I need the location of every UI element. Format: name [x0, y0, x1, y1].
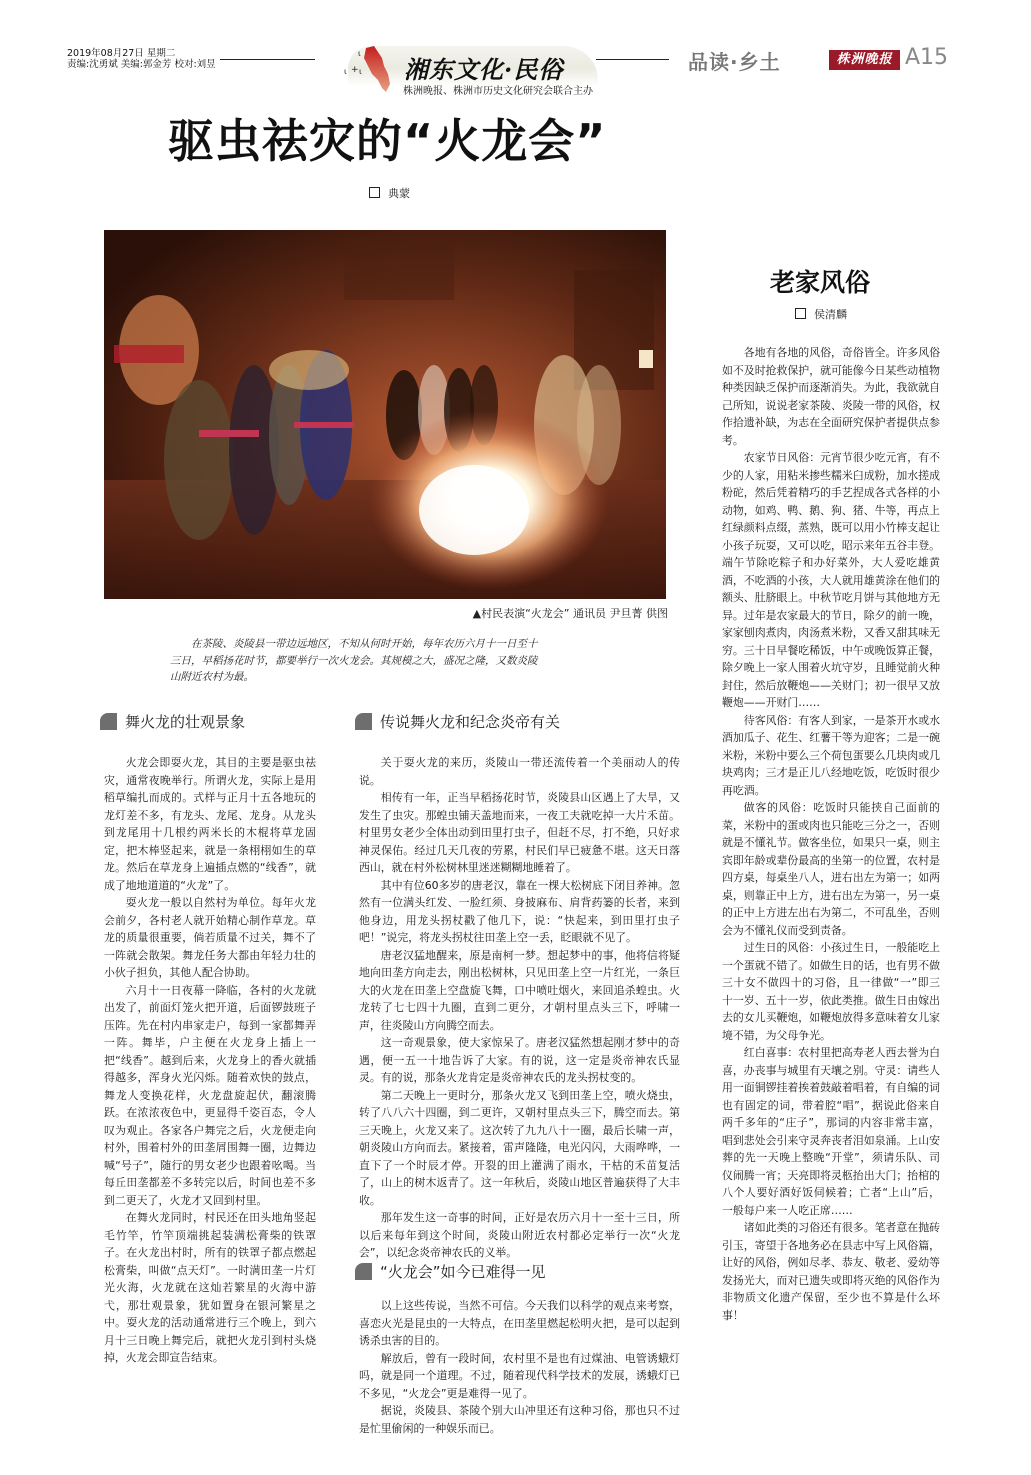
side-article-title: 老家风俗 — [770, 268, 871, 297]
svg-text:ɩ: ɩ — [358, 49, 361, 58]
paragraph: 红白喜事：农村里把高寿老人西去誉为白喜，办丧事与城里有天壤之别。守灵：请些人用一面铜锣挂着挨着鼓敲着唱着，有自编的词也有固定的词，带着腔“唱”，据说此俗来自两千多年的“庄子”，那词的内容非常丰富，唱到悲处会引来守灵奔丧者泪如泉涌。上山安葬的先一天晚上整晚“开堂”，须请乐队、司仪闹腾一宵；天亮即将灵柩抬出大门；抬棺的八个人要好酒好饭伺候着；亡者“上山”后，一般每户来一人吃正席…… — [722, 1046, 940, 1217]
paragraph: 其中有位60多岁的唐老汉，靠在一棵大松树底下闭目养神。忽然有一位满头红发、一脸红须、身披麻布、肩背药篓的长者，来到他身边，用龙头拐杖戳了他几下，说：“快起来，到田里打虫子吧！”说完，将龙头拐杖往田垄上空一丢，眨眼就不见了。 — [359, 878, 680, 944]
section-heading-text: 舞火龙的壮观景象 — [125, 713, 246, 731]
masthead-rule-left — [220, 59, 315, 60]
paragraph: 各地有各地的风俗，奇俗皆全。许多风俗如不及时抢救保护，就可能像今日某些动植物种类因缺乏保护而逐渐消失。为此，我欲就自己所知，说说老家茶陵、炎陵一带的风俗，权作拾遗补缺，为志在全面研究保护者提供点参考。 — [722, 346, 940, 447]
section-heading-text: 传说舞火龙和纪念炎帝有关 — [380, 713, 561, 731]
paragraph: 做客的风俗：吃饭时只能挟自己面前的菜，米粉中的蛋或肉也只能吃三分之一，否则就是不懂礼节。做客坐位，如果只一桌，则主宾即年龄或辈份最高的坐第一的位置，农村是四方桌，每桌坐八人，进右出左为第一；如两桌，则靠正中上方，进右出左为第一，另一桌的正中上方进左出右为第二，不可乱坐，否则会为不懂礼仪而受到责备。 — [722, 801, 940, 937]
article-byline — [369, 185, 410, 201]
side-article-author: 侯清麟 — [814, 308, 847, 321]
paragraph: 火龙会即耍火龙，其目的主要是驱虫祛灾，通常夜晚举行。所谓火龙，实际上是用稻草编扎而成的。式样与正月十五各地玩的龙灯差不多，有龙头、龙尾、龙身。从龙头到龙尾用十几根约两米长的木棍将草龙固定，把木棒竖起来，就是一条栩栩如生的草龙。然后在草龙身上遍插点燃的“线香”，就成了地地道道的“火龙”了。 — [104, 756, 316, 892]
svg-text:+: + — [351, 65, 359, 75]
masthead-rule-right — [596, 59, 669, 60]
section-body-3 — [359, 1297, 680, 1437]
paper-logo: 株洲晚报 — [829, 50, 900, 70]
section-tab-icon — [355, 1263, 372, 1280]
svg-text:ɩ: ɩ — [359, 67, 362, 76]
paragraph: 在舞火龙同时，村民还在田头地角竖起毛竹竿，竹竿顶端挑起装满松膏柴的铁罩子。在火龙出村时，所有的铁罩子都点燃起松膏柴，叫做“点天灯”。一时满田垄一片灯光火海，火龙就在这灿若繁星的火海中游弋，那壮观景象，犹如置身在银河繁星之中。耍火龙的活动通常进行三个晚上，到六月十三日晚上舞完后，就把火龙引到村头烧掉，火龙会即宣告结束。 — [104, 1211, 316, 1364]
photo-caption: ▲村民表演“火龙会” 通讯员 尹旦菁 供图 — [472, 607, 668, 620]
section-heading — [100, 712, 245, 732]
issue-meta — [67, 48, 216, 70]
article-author: 典蒙 — [388, 187, 410, 200]
paragraph: 待客风俗：有客人到家，一是茶开水或水酒加瓜子、花生、红薯干等为迎客；二是一碗米粉，米粉中要么三个荷包蛋要么几块肉或几块鸡肉；三才是正儿八经地吃饭，吃饭时很少再吃酒。 — [722, 713, 940, 797]
side-article-body — [722, 344, 940, 1324]
section-heading-text: “火龙会”如今已难得一见 — [380, 1263, 546, 1281]
section-name: 品读·乡土 — [688, 50, 781, 74]
paragraph: 第二天晚上一更时分，那条火龙又飞到田垄上空，喷火烧虫，转了八八六十四圈，到二更许，又朝村里点头三下，腾空而去。第三天晚上，火龙又来了。这次转了九九八十一圈，最后长啸一声，朝炎陵山方向而去。紧接着，雷声隆隆，电光闪闪，大雨哗哗，一直下了一个时辰才停。开裂的田上灌满了雨水，干枯的禾苗复活了，山上的树木返青了。这一年秋后，炎陵山地区普遍获得了大丰收。 — [359, 1088, 680, 1207]
side-article-byline — [795, 306, 847, 322]
byline-box-icon — [369, 187, 380, 198]
section-tab-icon — [355, 713, 372, 730]
column-banner-title: 湘东文化·民俗 — [404, 55, 564, 84]
byline-box-icon — [795, 308, 806, 319]
article-photo — [104, 230, 666, 599]
paragraph: 唐老汉猛地醒来，原是南柯一梦。想起梦中的事，他将信将疑地向田垄方向走去，刚出松树林，只见田垄上空一片红光，一条巨大的火龙在田垄上空盘旋飞舞，口中喷吐烟火，来回追杀蝗虫。火龙转了七七四十九圈，直到二更分，才朝村里点头三下，呼啸一声，往炎陵山方向腾空而去。 — [359, 948, 680, 1032]
paragraph: 耍火龙一般以自然村为单位。每年火龙会前夕，各村老人就开始精心制作草龙。草龙的质量很重要，倘若质量不过关，舞不了一阵就会散架。舞龙任务大都由年轻力壮的小伙子担负，其他人配合协助。 — [104, 896, 316, 979]
paragraph: 过生日的风俗：小孩过生日，一般能吃上一个蛋就不错了。如做生日的话，也有男不做三十女不做四十的习俗，且一律做“一”即三十一岁、五十一岁，依此类推。做生日由嫁出去的女儿买鞭炮，如鞭炮放得多意味着女儿家境不错，为父母争光。 — [722, 941, 940, 1042]
paragraph: 关于耍火龙的来历，炎陵山一带还流传着一个美丽动人的传说。 — [359, 756, 680, 787]
bonfire-photo-illustration — [104, 230, 666, 599]
section-body-2 — [359, 754, 680, 1262]
page-number: A15 — [905, 45, 949, 70]
article-headline: 驱虫祛灾的“火龙会” — [168, 114, 607, 168]
column-sponsor: 株洲晚报、株洲市历史文化研究会联合主办 — [403, 86, 593, 97]
section-heading — [355, 712, 560, 732]
section-body-1 — [104, 754, 316, 1367]
paragraph: 六月十一日夜幕一降临，各村的火龙就出发了，前面灯笼火把开道，后面锣鼓班子压阵。先在村内串家走户，每到一家都舞弄一阵。舞毕，户主便在火龙身上插上一把“线香”。越到后来，火龙身上的香火就插得越多，浑身火光闪烁。随着欢快的鼓点，舞龙人变换花样，火龙盘旋起伏，翻滚腾跃。在浓浓夜色中，更显得千姿百态，令人叹为观止。各家各户舞完之后，火龙便走向村外，围着村外的田垄屑围舞一圈，边舞边喊“号子”，随行的男女老少也跟着吆喝。当每丘田垄都差不多转完以后，时间也差不多到二更天了，火龙才又回到村里。 — [104, 983, 316, 1207]
paragraph: 诸如此类的习俗还有很多。笔者意在抛砖引玉，寄望于各地务必在县志中写上风俗篇，让好的风俗，例如尽孝、恭友、敬老、爱幼等发扬光大，而对已遗失或即将灭绝的风俗作为非物质文化遗产保留，至少也不算是什么坏事！ — [722, 1221, 940, 1322]
paragraph: 这一奇观景象，使大家惊呆了。唐老汉猛然想起刚才梦中的奇遇，便一五一十地告诉了大家。有的说，这一定是炎帝神农氏显灵。有的说，那条火龙肯定是炎帝神农氏的龙头拐杖变的。 — [359, 1036, 680, 1084]
paragraph: 据说，炎陵县、茶陵个别大山冲里还有这种习俗，那也只不过是忙里偷闲的一种娱乐而已。 — [359, 1404, 680, 1435]
column-banner — [318, 44, 603, 96]
section-heading — [355, 1262, 546, 1282]
issue-date: 2019年08月27日 星期二 — [67, 48, 176, 59]
svg-text:ɩ: ɩ — [344, 67, 347, 76]
paragraph: 以上这些传说，当然不可信。今天我们以科学的观点来考察，喜恋火光是昆虫的一大特点，在田垄里燃起松明火把，是可以起到诱杀虫害的目的。 — [359, 1299, 680, 1347]
paragraph: 相传有一年，正当早稻扬花时节，炎陵县山区遇上了大旱，又发生了虫灾。那蝗虫铺天盖地而来，一夜工夫就吃掉一大片禾苗。村里男女老少全体出动到田里打虫子，但赶不尽，打不绝，只好求神灵保佑。经过几天几夜的劳累，村民们早已疲惫不堪。这天日落西山，就在村外松树林里迷迷糊糊地睡着了。 — [359, 791, 680, 874]
paragraph: 农家节日风俗：元宵节很少吃元宵，有不少的人家，用粘米掺些糯米臼成粉，加水搓成粉砣，然后凭着精巧的手艺捏成各式各样的小动物，如鸡、鸭、鹅、狗、猪、牛等，再点上红绿颜料点缀，蒸熟，既可以用小竹棒支起让小孩子玩耍，又可以吃，昭示来年五谷丰登。端午节除吃粽子和办好菜外，大人爱吃雄黄酒，不吃酒的小孩，大人就用雄黄涂在他们的额头、肚脐眼上。中秋节吃月饼与其他地方无异。过年是农家最大的节日，除夕的前一晚，家家刨肉煮肉，肉汤煮米粉，又香又甜其味无穷。三十日早餐吃稀饭，中午或晚饭算正餐，除夕晚上一家人围着火坑守岁，且睡觉前火种封住，然后放鞭炮——关财门；初一很早又放鞭炮——开财门…… — [722, 451, 940, 709]
paragraph: 解放后，曾有一段时间，农村里不是也有过煤油、电管诱蛾灯吗，就是同一个道理。不过，随着现代科学技术的发展，诱蛾灯已不多见，“火龙会”更是难得一见了。 — [359, 1351, 680, 1400]
paragraph: 那年发生这一奇事的时间，正好是农历六月十一至十三日，所以后来每年到这个时间，炎陵山附近农村都必定举行一次“火龙会”，以纪念炎帝神农氏的义举。 — [359, 1211, 680, 1259]
issue-editors: 责编:沈勇斌 美编:郭金芳 校对:刘昱 — [67, 59, 216, 70]
article-lead: 在茶陵、炎陵县一带边远地区，不知从何时开始，每年农历六月十一日至十三日，早稻扬花时节，都要举行一次火龙会。其规模之大，盛况之隆，又数炎陵山附近农村为最。 — [170, 638, 538, 683]
hunan-map-icon — [338, 44, 408, 96]
section-tab-icon — [100, 713, 117, 730]
